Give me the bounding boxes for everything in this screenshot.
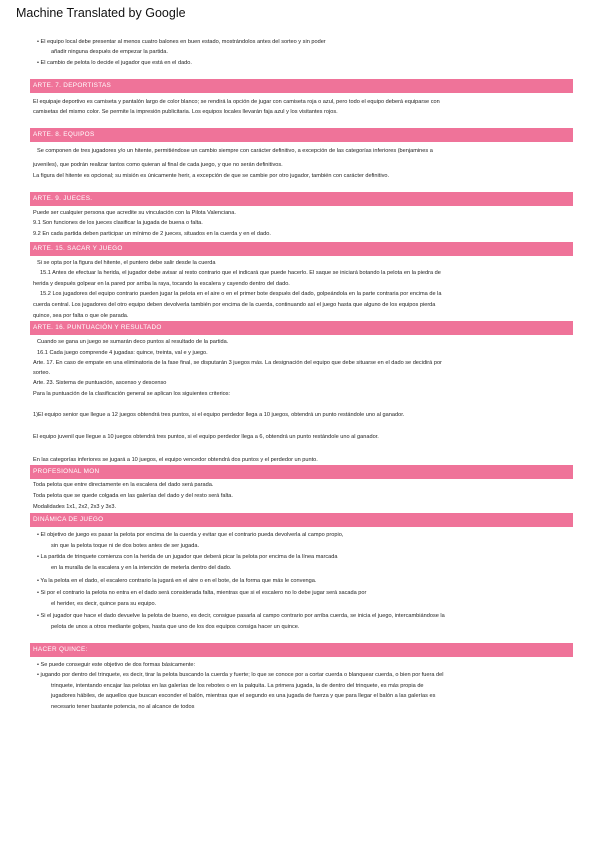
paragraph-line: Modalidades 1x1, 2x2, 2x3 y 3x3. [33, 503, 117, 510]
section-body-equipos [33, 147, 570, 182]
list-item: • jugando por dentro del trinquete, es decir, tirar la pelota buscando la cuerda y fuerte; lo que se conoce por a cortar cuerda o blanquear cuerda, o bien por fuera del [37, 672, 444, 679]
paragraph-line: Para la puntuación de la clasificación general se aplican los siguientes criterios: [33, 391, 231, 398]
list-item-continuation: el herider, es decir, quince para su equipo. [51, 600, 157, 607]
list-item: • Si el jugador que hace el dado devuelve la pelota de bueno, es decir, consigue pasarla al campo contrario por arriba cuerda, se inicia el juego, intercambiándose la [37, 613, 445, 620]
paragraph-line: juveniles), que podrán realizar tantos como quieran al final de cada juego, y que no serán definitivos. [33, 161, 283, 168]
paragraph-line: 9.1 Son funciones de los jueces clasificar la jugada de buena o falta. [33, 220, 203, 227]
list-item-continuation: en la muralla de la escalera y en la intención de meterla dentro del dado. [51, 565, 232, 571]
paragraph-line: Toda pelota que entre directamente en la escalera del dado será parada. [33, 482, 214, 489]
page-header-title: Machine Translated by Google [16, 6, 186, 20]
paragraph-line: Cuando se gana un juego se sumarán deco puntos al resultado de la partida. [37, 339, 229, 346]
section-heading-deportistas: ARTE. 7. DEPORTISTAS [30, 79, 573, 93]
section-heading-jueces: ARTE. 9. JUECES. [30, 192, 573, 206]
paragraph-line: El equipo juvenil que llegue a 10 juegos obtendrá tres puntos, si el equipo perdedor llega a 6, obtendrá un punto restándole uno al ganador. [33, 434, 379, 441]
list-item-continuation: trinquete, intentando encajar las pelotas en las galerías de los rebotes o en la palquita. La primera jugada, la de dentro del trinquete, es más propia de [51, 682, 424, 689]
list-item-continuation: añadir ninguna después de empezar la partida. [51, 48, 168, 55]
list-item: • El objetivo de juego es pasar la pelota por encima de la cuerda y evitar que el contrario pueda devolverla al campo propio, [37, 532, 344, 539]
list-item-continuation: necesario tener bastante potencia, no al alcance de todos [51, 703, 195, 710]
paragraph-line: camisetas del mismo color. Se permite la impresión publicitaria. Los equipos locales llevarán faja azul y los visitantes rojos. [33, 109, 338, 116]
paragraph-line: Se componen de tres jugadores y/o un hitente, permitiéndose un cambio siempre con carácter definitivo, a excepción de las categorías inferiores (benjamines a [37, 147, 433, 154]
section-body-sacar-juego [33, 259, 570, 322]
paragraph-line: Si se opta por la figura del hitente, el puntero debe salir desde la cuerda [37, 259, 216, 266]
section-heading-dinamica: DINÁMICA DE JUEGO [30, 513, 573, 527]
paragraph-line: quince, sea por falta o que ole parada. [33, 312, 129, 319]
list-item: • Se puede conseguir este objetivo de dos formas básicamente: [37, 661, 196, 668]
section-body-jueces [33, 209, 570, 240]
paragraph-line: En las categorías inferiores se jugará a 10 juegos, el equipo vencedor obtendrá dos puntos y el perdedor un punto. [33, 456, 318, 463]
paragraph-line: 15.1 Antes de efectuar la herida, el jugador debe avisar al resto contrario que el indicará que puede hacerlo. El saque se iniciará botando la pelota en la piedra de [40, 270, 441, 277]
list-item-continuation: jugadores hábiles, de aquellos que buscan esconder el balón, mientras que el segundo es una jugada de fuerza y que para llegar el balón a las galerías es [51, 693, 436, 700]
paragraph-line: 16.1 Cada juego comprende 4 jugadas: quince, treinta, val e y juego. [37, 349, 208, 356]
paragraph-line: El equipaje deportivo es camiseta y pantalón largo de color blanco; se rendirá la opción de jugar con camiseta roja o azul, pero todo el equipo deberá equiparse con [33, 98, 440, 105]
section-body-hacer-quince [33, 661, 570, 713]
paragraph-line: sorteo. [33, 369, 51, 376]
list-item: • El cambio de pelota lo decide el jugador que está en el dado. [37, 60, 192, 67]
section-body-puntuacion [33, 338, 570, 465]
paragraph-line: 9.2 En cada partida deben participar un mínimo de 2 jueces, situados en la cuerda y en el dado. [33, 230, 271, 237]
list-item: • Ya la pelota en el dado, el escalero contrario la jugará en el aire o en el bote, de la forma que más le convenga. [37, 577, 317, 584]
paragraph-line: cuerda central. Los jugadores del otro equipo deben devolverla también por encima de la cuerda, continuando así el juego hasta que alguno de los equipos pierda [33, 301, 436, 308]
document-body [33, 38, 570, 713]
list-item: • El equipo local debe presentar al menos cuatro balones en buen estado, mostrándolos antes del sorteo y sin poder [37, 39, 326, 45]
section-body-dinamica [33, 531, 570, 632]
paragraph-line: La figura del hitente es opcional; su misión es únicamente herir, a excepción de que se cambie por otro jugador, también con carácter definitivo. [33, 173, 390, 180]
section-heading-sacar-juego: ARTE. 15. SACAR Y JUEGO [30, 242, 573, 256]
list-item: • Si por el contrario la pelota no entra en el dado será considerada falta, mientras que si el escalero no lo debe jugar será sacada por [37, 590, 367, 597]
paragraph-line: herida y después golpear en la pared por arriba la raya, tocando la escalera y cayendo dentro del dado. [33, 280, 290, 287]
section-heading-equipos: ARTE. 8. EQUIPOS [30, 128, 573, 142]
section-body-deportistas [33, 98, 570, 118]
paragraph-line: 1)El equipo senior que llegue a 12 juegos obtendrá tres puntos, si el equipo perdedor llega a 10 juegos, obtendrá un punto restándole uno al ganador. [33, 411, 405, 418]
section-heading-hacer-quince: HACER QUINCE: [30, 643, 573, 657]
paragraph-line: Puede ser cualquier persona que acredite su vinculación con la Pilota Valenciana. [33, 209, 236, 216]
list-item-continuation: sin que la pelota toque ni de dos botes antes de ser jugada. [51, 542, 200, 549]
paragraph-line: Toda pelota que se quede colgada en las galerías del dado y del resto será falta. [33, 493, 233, 500]
paragraph-line: 15.2 Los jugadores del equipo contrario pueden jugar la pelota en el aire o en el primer bote después del dado, golpeándola en la parte contraria por encima de la [40, 291, 442, 298]
paragraph-line: Arte. 17. En caso de empate en una eliminatoria de la fase final, se disputarán 3 juegos más. La designación del equipo que debe situarse en el dado se decidirá por [33, 360, 442, 367]
intro-section [33, 38, 570, 69]
section-heading-puntuacion: ARTE. 16. PUNTUACIÓN Y RESULTADO [30, 321, 573, 335]
section-heading-profesional: PROFESIONAL MON [30, 465, 573, 479]
section-body-profesional [33, 481, 570, 512]
list-item: • La partida de trinquete comienza con la herida de un jugador que deberá picar la pelota por encima de la línea marcada [37, 554, 338, 561]
paragraph-line: Arte. 23. Sistema de puntuación, ascenso y descenso [33, 380, 167, 387]
list-item-continuation: pelota de unos a otros mediante golpes, hasta que uno de los dos equipos consiga hacer un quince. [51, 623, 300, 630]
